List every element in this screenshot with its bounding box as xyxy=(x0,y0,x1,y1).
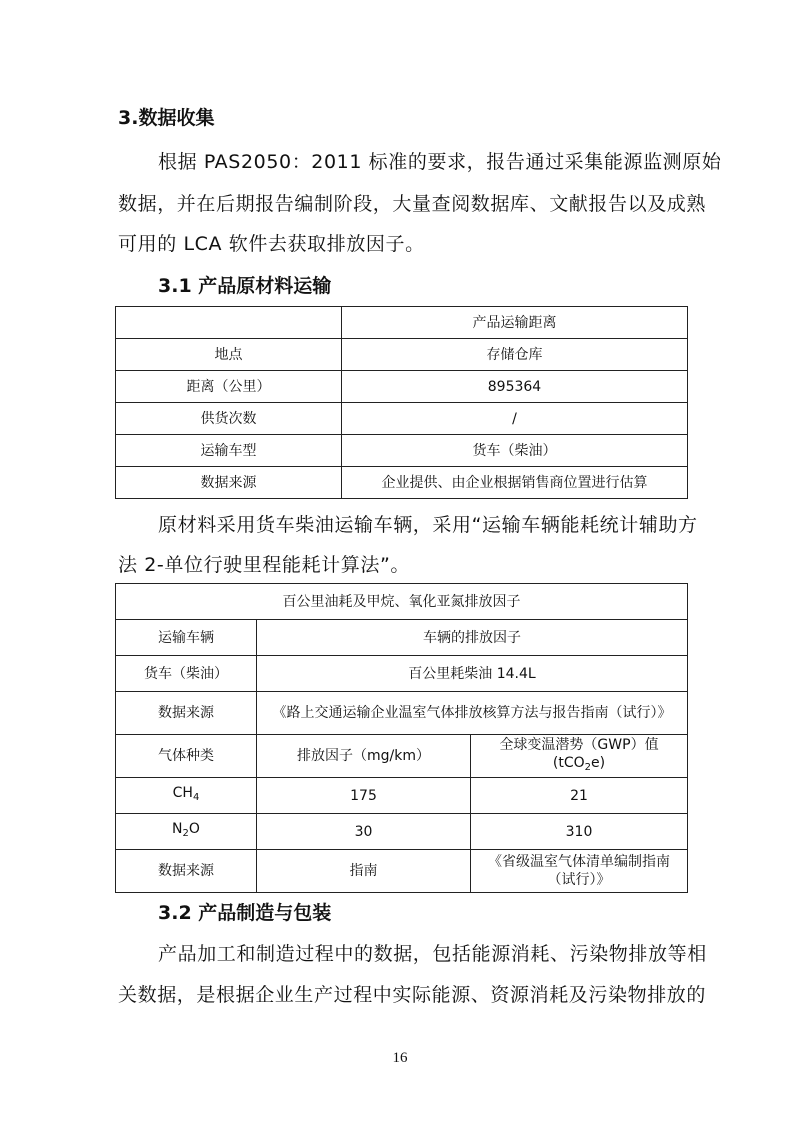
table-row xyxy=(116,403,688,435)
table-cell: 895364 xyxy=(342,371,688,403)
table-cell: 30 xyxy=(257,814,471,850)
paragraph-line: 关数据，是根据企业生产过程中实际能源、资源消耗及污染物排放的 xyxy=(118,984,707,1006)
transport-distance-table xyxy=(115,306,688,499)
paragraph-line: 根据 PAS2050：2011 标准的要求，报告通过采集能源监测原始 xyxy=(158,151,722,173)
table-row xyxy=(116,339,688,371)
table-cell: 21 xyxy=(471,778,688,814)
table-row xyxy=(116,584,688,620)
table-row xyxy=(116,467,688,499)
formula-tail: O xyxy=(188,821,200,837)
section-heading-3-2: 3.2 产品制造与包装 xyxy=(158,902,332,924)
table-cell: 310 xyxy=(471,814,688,850)
table-cell xyxy=(116,778,257,814)
table-row xyxy=(116,850,688,893)
table-cell: 货车（柴油） xyxy=(342,435,688,467)
table-cell: 运输车辆 xyxy=(116,620,257,656)
section-heading-3-1: 3.1 产品原材料运输 xyxy=(158,275,332,297)
formula-ch4: CH xyxy=(172,785,193,801)
gwp-unit-subscript: 2 xyxy=(584,761,592,773)
table-cell: 175 xyxy=(257,778,471,814)
table-row xyxy=(116,371,688,403)
table-cell: 数据来源 xyxy=(116,850,257,893)
table-cell: 数据来源 xyxy=(116,692,257,735)
gwp-header-text: 全球变温潜势（GWP）值 xyxy=(499,736,659,753)
paragraph-line: 法 2-单位行驶里程能耗计算法”。 xyxy=(118,554,411,576)
table-row xyxy=(116,778,688,814)
table-header-cell: 产品运输距离 xyxy=(342,307,688,339)
gwp-unit-tail: e) xyxy=(591,754,606,771)
gwp-unit xyxy=(475,754,683,777)
table-row xyxy=(116,735,688,778)
table-cell xyxy=(116,307,342,339)
table-row xyxy=(116,814,688,850)
formula-subscript: 2 xyxy=(182,828,189,839)
table-row xyxy=(116,656,688,692)
table-cell xyxy=(116,814,257,850)
table-row xyxy=(116,435,688,467)
table-cell: 运输车型 xyxy=(116,435,342,467)
table-cell: 《省级温室气体清单编制指南（试行）》 xyxy=(471,850,688,893)
paragraph-line: 原材料采用货车柴油运输车辆，采用“运输车辆能耗统计辅助方 xyxy=(158,514,698,536)
gwp-unit-main: (tCO xyxy=(552,754,585,771)
table-cell: 数据来源 xyxy=(116,467,342,499)
formula-n2o: N xyxy=(172,821,183,837)
table-header-cell xyxy=(471,735,688,778)
table-cell: 供货次数 xyxy=(116,403,342,435)
table-row xyxy=(116,692,688,735)
table-cell: 距离（公里） xyxy=(116,371,342,403)
table-cell: / xyxy=(342,403,688,435)
section-heading-3: 3.数据收集 xyxy=(118,107,215,129)
table-cell: 百公里耗柴油 14.4L xyxy=(257,656,688,692)
page-number: 16 xyxy=(392,1050,408,1066)
table-row xyxy=(116,307,688,339)
table-cell: 车辆的排放因子 xyxy=(257,620,688,656)
table-header-cell: 排放因子（mg/km） xyxy=(257,735,471,778)
emission-factor-table xyxy=(115,583,688,893)
table-cell: 货车（柴油） xyxy=(116,656,257,692)
table-cell: 气体种类 xyxy=(116,735,257,778)
table-cell: 指南 xyxy=(257,850,471,893)
table-title-cell: 百公里油耗及甲烷、氧化亚氮排放因子 xyxy=(116,584,688,620)
table-cell: 存储仓库 xyxy=(342,339,688,371)
table-cell: 《路上交通运输企业温室气体排放核算方法与报告指南（试行）》 xyxy=(257,692,688,735)
paragraph-line: 产品加工和制造过程中的数据，包括能源消耗、污染物排放等相 xyxy=(158,943,707,965)
formula-subscript: 4 xyxy=(192,792,200,803)
paragraph-line: 可用的 LCA 软件去获取排放因子。 xyxy=(118,233,425,255)
table-cell: 地点 xyxy=(116,339,342,371)
table-row xyxy=(116,620,688,656)
paragraph-line: 数据，并在后期报告编制阶段，大量查阅数据库、文献报告以及成熟 xyxy=(118,193,707,215)
table-cell: 企业提供、由企业根据销售商位置进行估算 xyxy=(342,467,688,499)
